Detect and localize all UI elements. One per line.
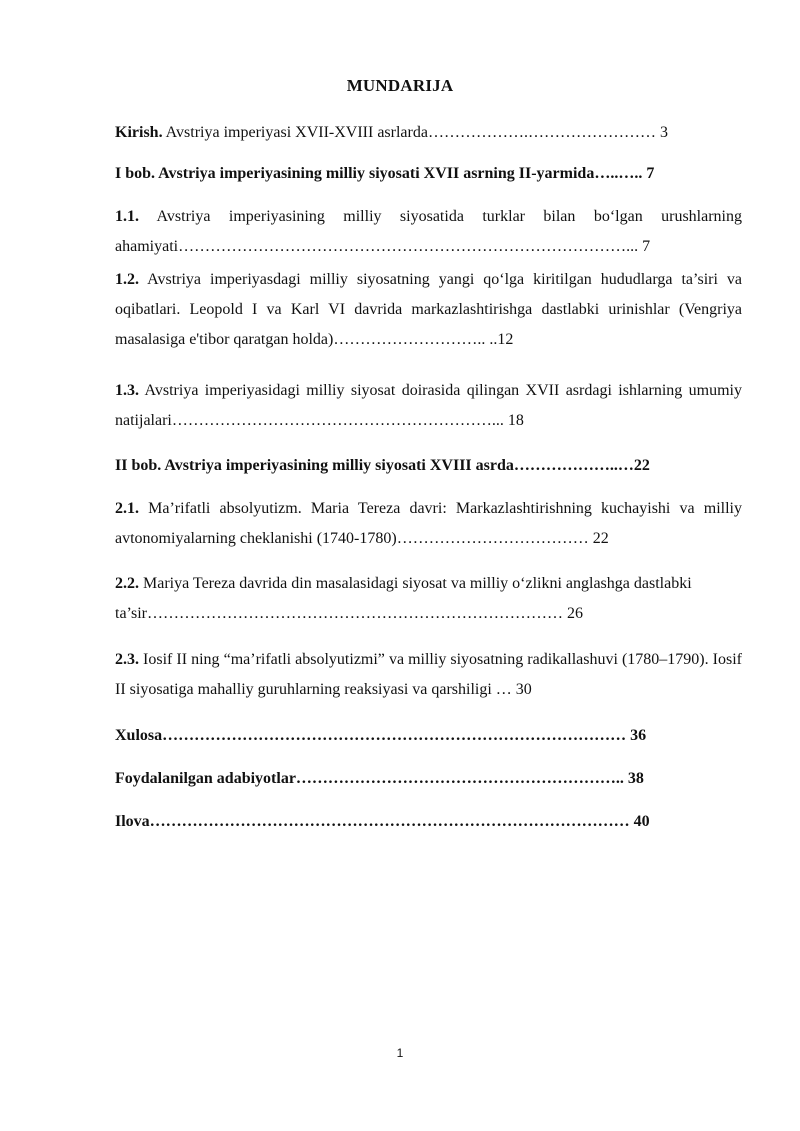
entry-label: I bob. [115,165,156,182]
entry-label: II bob. [115,457,162,474]
entry-text: Ilova……………………………………………………………………………… 40 [115,813,650,830]
entry-text: Xulosa…………………………………………………………………………… 36 [115,727,647,744]
entry-label: 2.3. [115,651,139,668]
toc-entry-2-2 [115,569,742,629]
toc-entry-1-3 [115,376,742,436]
entry-text: Foydalanilgan adabiyotlar…………………………………………………….. 38 [115,770,644,787]
page-number: 1 [396,1046,404,1060]
entry-text: Avstriya imperiyasining milliy siyosatida turklar bilan bo‘lgan urushlarning ahamiyati…………………………………………………………………………... 7 [115,208,742,255]
entry-text: Ma’rifatli absolyutizm. Maria Tereza davri: Markazlashtirishning kuchayishi va milliy avtonomiyalarning cheklanishi (1740-1780)……………………………… 22 [115,500,742,547]
toc-entry-kirish [115,118,742,148]
toc-entry-ilova [115,807,742,837]
entry-text: Avstriya imperiyasdagi milliy siyosatning yangi qo‘lga kiritilgan hududlarga ta’siri va oqibatlari. Leopold I va Karl VI davrida markazlashtirishga dastlabki urinishlar (Vengriya masalasiga e'tibor qaratgan holda)……………………….. ..12 [115,271,742,348]
toc-entry-xulosa [115,721,742,751]
entry-text: Avstriya imperiyasining milliy siyosati XVII asrning II-yarmida…..….. 7 [155,165,655,182]
entry-text: Iosif II ning “ma’rifatli absolyutizmi” va milliy siyosatning radikallashuvi (1780–1790). Iosif II siyosatiga mahalliy guruhlarning reaksiyasi va qarshiligi … 30 [115,651,742,698]
entry-label: 2.1. [115,500,139,517]
toc-entry-2-3 [115,645,742,705]
entry-label: 1.3. [115,382,139,399]
page-title: MUNDARIJA [346,76,454,95]
toc-entry-chapter-1 [115,159,742,189]
entry-text: Avstriya imperiyasi XVII-XVIII asrlarda……………….…………………… 3 [162,124,668,141]
entry-label: 2.2. [115,575,139,592]
entry-text: Avstriya imperiyasidagi milliy siyosat doirasida qilingan XVII asrdagi ishlarning umumiy natijalari……………………………………………………... 18 [115,382,742,429]
entry-label: 1.2. [115,271,139,288]
toc-entry-references [115,764,742,794]
toc-entry-1-2 [115,265,742,355]
toc-entry-1-1 [115,202,742,262]
toc-entry-chapter-2 [115,451,742,481]
entry-text: Avstriya imperiyasining milliy siyosati XVIII asrda………………..…22 [161,457,650,474]
entry-label: Kirish. [115,124,163,141]
entry-text: Mariya Tereza davrida din masalasidagi siyosat va milliy o‘zlikni anglashga dastlabki ta’sir…………………………………………………………………… 26 [115,575,692,622]
entry-label: 1.1. [115,208,139,225]
toc-entry-2-1 [115,494,742,554]
